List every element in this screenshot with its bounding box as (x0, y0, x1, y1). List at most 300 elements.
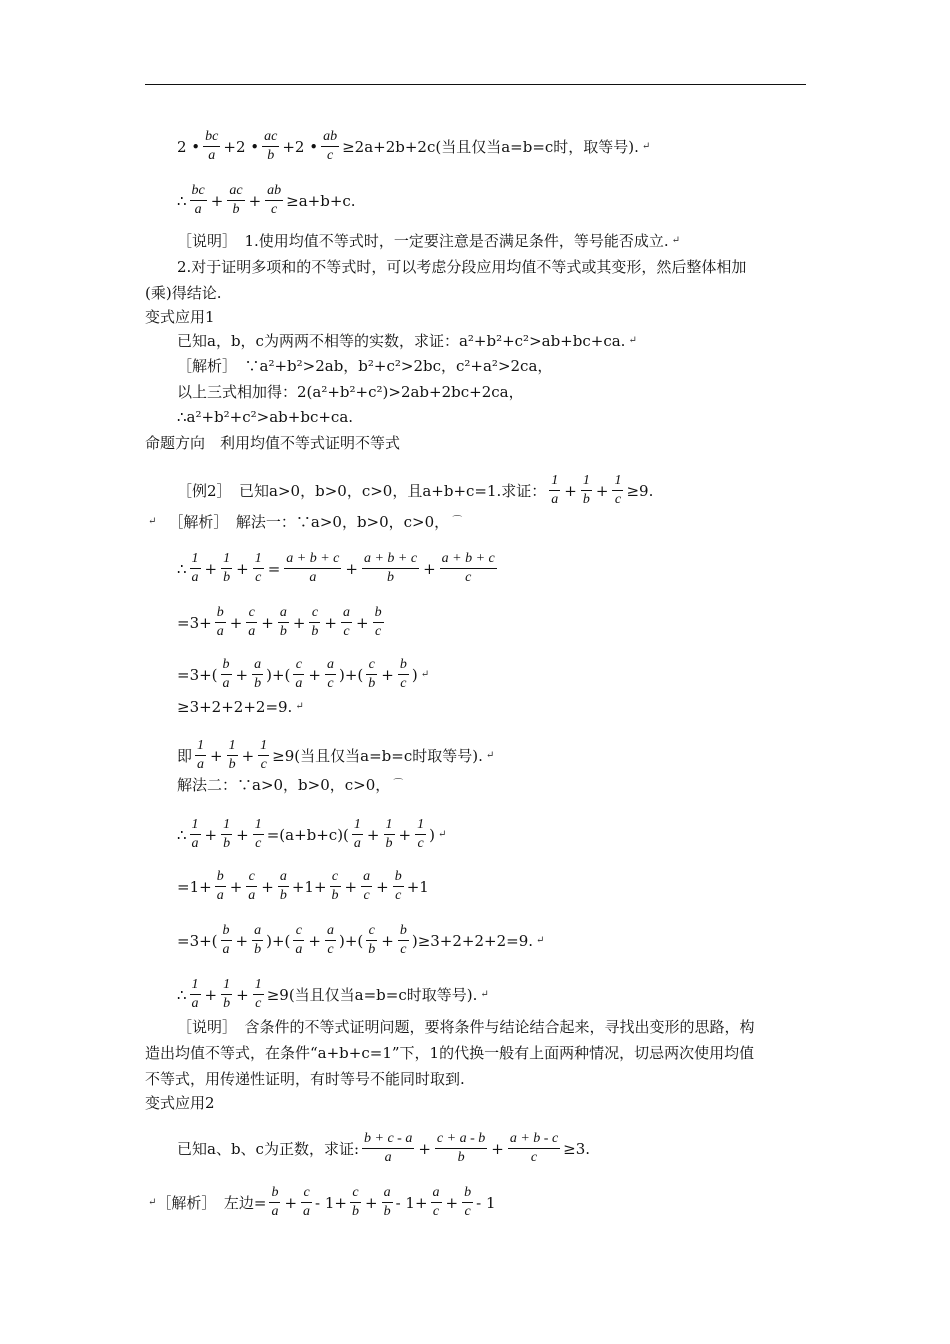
line-11 (145, 433, 400, 453)
numerator: c (311, 605, 319, 620)
text: - 1+ (315, 1193, 347, 1212)
denominator: c (395, 888, 402, 903)
text: 2.对于证明多项和的不等式时，可以考虑分段应用均值不等式或其变形，然后整体相加 (177, 258, 747, 276)
line-3 (177, 231, 680, 251)
text: ≥a+b+c. (286, 191, 356, 210)
text: - 1+ (395, 1193, 428, 1212)
denominator: b (254, 942, 262, 957)
numerator: a (432, 1185, 440, 1200)
plus: + (595, 481, 609, 500)
line-27 (145, 1093, 215, 1113)
numerator: 1 (191, 551, 199, 566)
fraction (195, 737, 206, 774)
fraction (325, 656, 336, 693)
fraction (227, 737, 238, 774)
numerator: a + b - c (509, 1131, 559, 1146)
text: ∴ (177, 191, 187, 210)
numerator: 1 (614, 473, 622, 488)
text: ［说明］ 1.使用均值不等式时，一定要注意是否满足条件，等号能否成立. (177, 232, 669, 250)
fraction (190, 182, 207, 219)
text: 造出均值不等式，在条件“a+b+c=1”下，1的代换一般有上面两种情况，切忌两次使用均值 (145, 1044, 755, 1062)
text: =1+ (177, 877, 212, 896)
fraction (581, 472, 592, 509)
fraction (265, 182, 283, 219)
denominator: a (303, 1204, 311, 1219)
plus: + (366, 825, 380, 844)
plus: + (381, 665, 394, 684)
fraction (221, 816, 232, 853)
denominator: a (197, 757, 205, 772)
text: 命题方向 利用均值不等式证明不等式 (145, 434, 401, 452)
plus: + (204, 559, 218, 578)
plus: + (261, 613, 274, 632)
numerator: b (216, 869, 224, 884)
denominator: c (432, 1204, 440, 1219)
numerator: bc (205, 129, 219, 144)
line-19 (177, 775, 403, 795)
denominator: a (295, 676, 303, 691)
text: ) (411, 665, 418, 684)
fraction (366, 922, 377, 959)
fraction (398, 656, 409, 693)
numerator: c (303, 1185, 310, 1200)
denominator: a (384, 1150, 392, 1165)
denominator: a (191, 836, 199, 851)
plus: + (235, 665, 249, 684)
line-12 (177, 472, 653, 509)
denominator: b (331, 888, 339, 903)
plus: + (229, 613, 243, 632)
denominator: c (326, 148, 334, 163)
plus: + (418, 1139, 431, 1158)
numerator: a (254, 923, 262, 938)
return-mark-icon: ↵ (536, 934, 545, 946)
denominator: b (383, 1204, 391, 1219)
text: ) (429, 825, 435, 844)
fraction (431, 1184, 442, 1221)
denominator: a (551, 492, 559, 507)
text: ≥9. (626, 481, 654, 500)
fraction (252, 922, 263, 959)
return-mark-icon: ↵ (671, 235, 680, 246)
denominator: c (327, 676, 334, 691)
numerator: ab (323, 129, 338, 144)
line-20 (177, 816, 446, 853)
denominator: a (248, 624, 256, 639)
fraction (190, 976, 201, 1013)
return-mark-icon: ↵ (480, 988, 489, 1000)
numerator: 1 (417, 817, 425, 832)
text: 已知a、b、c为正数，求证: (177, 1139, 360, 1158)
line-17 (177, 697, 304, 717)
plus: + (284, 1193, 298, 1212)
numerator: a (383, 1185, 391, 1200)
line-23 (177, 976, 489, 1013)
plus: + (365, 1193, 378, 1212)
fraction (253, 816, 264, 853)
numerator: 1 (551, 473, 559, 488)
denominator: c (530, 1150, 538, 1165)
denominator: b (223, 836, 231, 851)
fraction (215, 604, 226, 641)
denominator: b (457, 1150, 465, 1165)
text: (乘)得结论. (145, 284, 222, 302)
numerator: 1 (582, 473, 590, 488)
text: 不等式，用传递性证明，有时等号不能同时取到. (145, 1070, 465, 1088)
numerator: a + b + c (441, 551, 495, 566)
numerator: 1 (353, 817, 361, 832)
text: ［解析］ 左边= (156, 1193, 267, 1212)
numerator: c (295, 657, 303, 672)
numerator: b (222, 923, 230, 938)
plus: + (344, 877, 358, 896)
fraction (190, 816, 201, 853)
denominator: a (222, 676, 230, 691)
numerator: 1 (223, 817, 231, 832)
plus: + (210, 746, 223, 765)
plus: + (236, 559, 249, 578)
text: )+( (338, 931, 364, 950)
text: ≥3. (563, 1139, 591, 1158)
denominator: b (368, 676, 376, 691)
denominator: a (191, 570, 199, 585)
fraction (253, 976, 264, 1013)
return-arc-icon: ⌒ (393, 779, 404, 790)
line-18 (177, 737, 494, 774)
numerator: a (326, 657, 334, 672)
fraction (440, 550, 497, 587)
fraction (221, 550, 232, 587)
text: ［说明］ 含条件的不等式证明问题，要将条件与结论结合起来，寻找出变形的思路，构 (177, 1018, 755, 1036)
denominator: c (400, 942, 407, 957)
text: )≥3+2+2+2=9. (411, 931, 534, 950)
fraction (366, 656, 377, 693)
denominator: a (271, 1204, 279, 1219)
plus: + (210, 191, 224, 210)
denominator: b (232, 202, 240, 217)
return-mark-icon: ↵ (295, 701, 304, 712)
text: ∴a²+b²+c²>ab+bc+ca. (177, 408, 354, 426)
line-8 (177, 356, 552, 376)
numerator: a (279, 605, 287, 620)
numerator: 1 (191, 977, 199, 992)
line-24 (177, 1017, 755, 1037)
fraction (549, 472, 560, 509)
line-26 (145, 1069, 465, 1089)
line-28 (177, 1130, 590, 1167)
return-mark-icon: ↵ (485, 749, 495, 761)
plus: + (229, 877, 243, 896)
text: ≥9(当且仅当a=b=c时取等号). (272, 746, 483, 765)
return-mark-icon: ↵ (148, 1196, 157, 1208)
numerator: ab (267, 183, 282, 198)
numerator: a (363, 869, 371, 884)
text: ≥2a+2b+2c(当且仅当a=b=c时，取等号). (342, 137, 639, 156)
plus: + (376, 877, 389, 896)
numerator: b (271, 1185, 279, 1200)
numerator: c + a - b (436, 1131, 486, 1146)
numerator: 1 (254, 977, 262, 992)
line-1 (177, 128, 650, 165)
return-mark-icon: ↵ (628, 335, 637, 346)
fraction (362, 550, 419, 587)
denominator: c (255, 570, 262, 585)
text: +2 • (223, 137, 260, 156)
text: 即 (177, 746, 193, 765)
denominator: c (465, 570, 472, 585)
denominator: a (216, 888, 224, 903)
return-mark-icon: ↵ (641, 140, 651, 152)
numerator: b + c - a (364, 1131, 413, 1146)
line-6 (145, 307, 215, 327)
text: 变式应用2 (145, 1094, 215, 1112)
text: ［解析］ 解法一：∵a>0，b>0，c>0， (168, 513, 450, 531)
plus: + (261, 877, 274, 896)
text: ∴ (177, 985, 187, 1004)
plus: + (236, 825, 249, 844)
fraction (612, 472, 623, 509)
text: ［例2］ 已知a>0，b>0，c>0，且a+b+c=1.求证： (177, 481, 547, 500)
numerator: a (343, 605, 350, 620)
plus: + (398, 825, 412, 844)
text: +1 (406, 877, 429, 896)
plus: + (292, 613, 306, 632)
text: 已知a，b，c为两两不相等的实数，求证：a²+b²+c²>ab+bc+ca. (177, 332, 626, 350)
plus: + (381, 931, 394, 950)
line-25 (145, 1043, 754, 1063)
plus: + (564, 481, 577, 500)
denominator: c (343, 624, 350, 639)
denominator: b (228, 757, 236, 772)
denominator: c (327, 942, 334, 957)
text: 变式应用1 (145, 308, 215, 326)
text: =3+ (177, 613, 212, 632)
numerator: 1 (223, 551, 231, 566)
denominator: b (279, 888, 287, 903)
plus: + (356, 613, 369, 632)
text: ≥3+2+2+2=9. (177, 698, 293, 716)
fraction (269, 1184, 280, 1221)
fraction (246, 868, 257, 905)
denominator: a (248, 888, 256, 903)
numerator: c (295, 923, 303, 938)
plus: + (235, 931, 249, 950)
plus: + (445, 1193, 459, 1212)
line-10 (177, 407, 353, 427)
numerator: b (399, 923, 407, 938)
line-29 (145, 1184, 496, 1221)
numerator: c (352, 1185, 359, 1200)
denominator: a (309, 570, 317, 585)
denominator: c (271, 202, 278, 217)
fraction (278, 604, 289, 641)
denominator: b (254, 676, 262, 691)
fraction (203, 128, 220, 165)
denominator: b (223, 570, 231, 585)
numerator: a (326, 923, 334, 938)
text: =(a+b+c)( (266, 825, 349, 844)
denominator: b (387, 570, 395, 585)
denominator: b (279, 624, 287, 639)
line-22 (177, 922, 544, 959)
numerator: 1 (191, 817, 199, 832)
fraction (415, 816, 426, 853)
fraction (262, 128, 279, 165)
return-mark-icon: ↵ (420, 668, 430, 680)
denominator: a (194, 202, 202, 217)
text: )+( (338, 665, 364, 684)
text: ∴ (177, 559, 187, 578)
plus: + (345, 559, 358, 578)
numerator: ac (229, 183, 243, 198)
numerator: b (216, 605, 224, 620)
numerator: 1 (197, 738, 205, 753)
plus: + (308, 665, 321, 684)
line-15 (177, 604, 387, 641)
text: ［解析］ ∵a²+b²>2ab，b²+c²>2bc，c²+a²>2ca， (177, 357, 553, 375)
denominator: c (614, 492, 622, 507)
denominator: c (374, 624, 382, 639)
plus: + (308, 931, 321, 950)
text: - 1 (476, 1193, 496, 1212)
fraction (301, 1184, 312, 1221)
fraction (393, 868, 404, 905)
text: =3+( (177, 931, 218, 950)
numerator: a (254, 657, 262, 672)
fraction (325, 922, 336, 959)
fraction (293, 922, 304, 959)
numerator: a + b + c (286, 551, 340, 566)
text: ≥9(当且仅当a=b=c时取等号). (266, 985, 478, 1004)
line-16 (177, 656, 429, 693)
text: 解法二：∵a>0，b>0，c>0， (177, 776, 391, 794)
text: 2 • (177, 137, 201, 156)
fraction (508, 1130, 560, 1167)
plus: + (241, 746, 255, 765)
numerator: 1 (254, 551, 262, 566)
fraction (258, 737, 269, 774)
fraction (252, 656, 263, 693)
line-14 (177, 550, 500, 587)
text: +1+ (291, 877, 327, 896)
denominator: b (368, 942, 376, 957)
fraction (382, 1184, 393, 1221)
denominator: c (400, 676, 407, 691)
denominator: a (208, 148, 216, 163)
return-mark-icon: ↵ (437, 828, 447, 840)
text: 以上三式相加得：2(a²+b²+c²)>2ab+2bc+2ca， (177, 383, 524, 401)
plus: + (204, 985, 218, 1004)
plus: + (423, 559, 436, 578)
denominator: b (352, 1204, 359, 1219)
denominator: b (267, 148, 275, 163)
plus: + (324, 613, 337, 632)
fraction (309, 604, 320, 641)
denominator: c (363, 888, 370, 903)
fraction (221, 976, 232, 1013)
fraction (227, 182, 244, 219)
fraction (352, 816, 363, 853)
numerator: b (394, 869, 402, 884)
denominator: c (255, 996, 262, 1011)
return-mark-icon: ↵ (148, 516, 157, 527)
header-rule (145, 84, 806, 85)
numerator: c (248, 869, 255, 884)
numerator: b (374, 605, 382, 620)
fraction (253, 550, 264, 587)
denominator: c (255, 836, 262, 851)
numerator: ac (264, 129, 278, 144)
fraction (330, 868, 341, 905)
numerator: c (248, 605, 255, 620)
fraction (462, 1184, 473, 1221)
fraction (398, 922, 409, 959)
fraction (341, 604, 352, 641)
denominator: b (582, 492, 590, 507)
fraction (215, 868, 226, 905)
fraction (278, 868, 289, 905)
text: +2 • (282, 137, 319, 156)
denominator: b (385, 836, 393, 851)
numerator: c (368, 923, 375, 938)
plus: + (236, 985, 249, 1004)
numerator: 1 (385, 817, 393, 832)
text: )+( (266, 665, 291, 684)
fraction (384, 816, 395, 853)
text: )+( (266, 931, 291, 950)
text: =3+( (177, 665, 218, 684)
numerator: 1 (228, 738, 236, 753)
line-13 (145, 512, 462, 532)
denominator: b (223, 996, 231, 1011)
plus: + (204, 825, 218, 844)
numerator: 1 (254, 817, 262, 832)
line-5 (145, 283, 221, 303)
denominator: a (222, 942, 230, 957)
denominator: a (353, 836, 361, 851)
numerator: 1 (260, 738, 268, 753)
numerator: b (464, 1185, 472, 1200)
line-7 (177, 331, 637, 351)
line-2 (177, 182, 356, 219)
return-arc-icon: ⌒ (452, 516, 463, 527)
numerator: 1 (223, 977, 231, 992)
numerator: bc (191, 183, 205, 198)
numerator: b (399, 657, 407, 672)
numerator: b (222, 657, 230, 672)
fraction (361, 868, 372, 905)
numerator: c (368, 657, 375, 672)
numerator: a + b + c (363, 551, 418, 566)
fraction (350, 1184, 361, 1221)
line-9 (177, 382, 524, 402)
numerator: a (279, 869, 287, 884)
denominator: a (295, 942, 303, 957)
denominator: c (464, 1204, 471, 1219)
text: ∴ (177, 825, 187, 844)
plus: + (248, 191, 262, 210)
fraction (246, 604, 257, 641)
fraction (190, 550, 201, 587)
equals: = (267, 559, 281, 578)
fraction (435, 1130, 487, 1167)
denominator: c (417, 836, 424, 851)
denominator: b (311, 624, 319, 639)
plus: + (491, 1139, 504, 1158)
numerator: c (331, 869, 339, 884)
line-21 (177, 868, 429, 905)
denominator: c (260, 757, 267, 772)
